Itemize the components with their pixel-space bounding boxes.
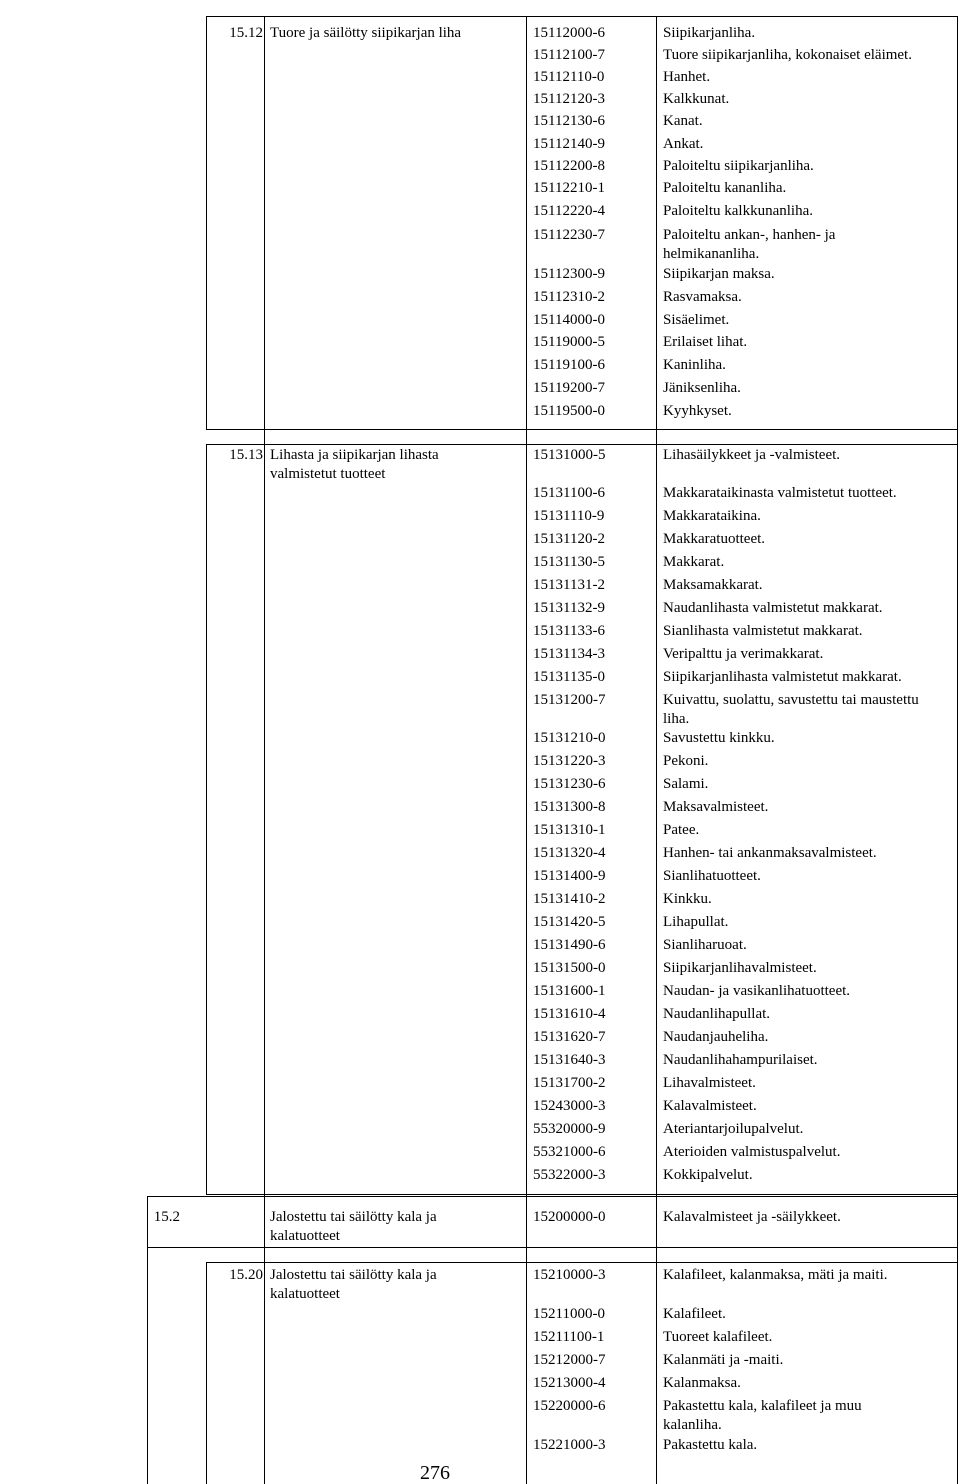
cpv-code: 15200000-0 xyxy=(533,1209,606,1225)
cpv-code: 15112210-1 xyxy=(533,180,605,196)
cpv-code: 15112120-3 xyxy=(533,91,605,107)
code-description: Kinkku. xyxy=(663,891,712,907)
cpv-code: 15131610-4 xyxy=(533,1006,606,1022)
code-description: Hanhet. xyxy=(663,69,711,85)
cpv-code: 15112300-9 xyxy=(533,266,605,282)
cpv-code: 15131320-4 xyxy=(533,845,606,861)
code-description: Kanat. xyxy=(663,113,703,129)
column-divider xyxy=(526,16,527,1484)
code-description: Kyyhkyset. xyxy=(663,403,732,419)
code-description: Kalavalmisteet. xyxy=(663,1098,757,1114)
code-description: liha. xyxy=(663,711,690,727)
right-border xyxy=(957,16,958,1484)
code-description: Paloiteltu kananliha. xyxy=(663,180,787,196)
left-border xyxy=(206,444,207,1194)
code-description: Siipikarjanlihavalmisteet. xyxy=(663,960,817,976)
code-description: Patee. xyxy=(663,822,700,838)
cpv-code: 15131310-1 xyxy=(533,822,606,838)
code-description: Erilaiset lihat. xyxy=(663,334,748,350)
code-description: Kalafileet. xyxy=(663,1306,726,1322)
code-description: Tuoreet kalafileet. xyxy=(663,1329,773,1345)
code-description: Pekoni. xyxy=(663,753,709,769)
code-description: kalanliha. xyxy=(663,1417,722,1433)
left-border xyxy=(206,16,207,429)
code-description: Lihavalmisteet. xyxy=(663,1075,756,1091)
code-description: Makkarat. xyxy=(663,554,725,570)
cpv-code: 15112000-6 xyxy=(533,25,605,41)
cpv-code: 15131420-5 xyxy=(533,914,606,930)
cpv-code: 15131000-5 xyxy=(533,447,606,463)
cpv-code: 15131131-2 xyxy=(533,577,605,593)
cpv-code: 15131110-9 xyxy=(533,508,605,524)
code-description: Savustettu kinkku. xyxy=(663,730,775,746)
cpv-code: 55322000-3 xyxy=(533,1167,606,1183)
code-description: Ankat. xyxy=(663,136,704,152)
code-description: Kalanmäti ja -maiti. xyxy=(663,1352,784,1368)
code-description: Rasvamaksa. xyxy=(663,289,742,305)
code-description: Ateriantarjoilupalvelut. xyxy=(663,1121,804,1137)
code-description: Paloiteltu siipikarjanliha. xyxy=(663,158,814,174)
cpv-code: 15119000-5 xyxy=(533,334,605,350)
cpv-code: 15119200-7 xyxy=(533,380,605,396)
cpv-code: 15212000-7 xyxy=(533,1352,606,1368)
section-title: Lihasta ja siipikarjan lihasta xyxy=(270,447,439,463)
code-description: Veripalttu ja verimakkarat. xyxy=(663,646,824,662)
code-description: Naudanjauheliha. xyxy=(663,1029,769,1045)
cpv-code: 15112230-7 xyxy=(533,227,605,243)
cpv-code: 15131133-6 xyxy=(533,623,605,639)
section-divider xyxy=(147,1196,958,1197)
code-description: Aterioiden valmistuspalvelut. xyxy=(663,1144,841,1160)
code-description: Siipikarjanlihasta valmistetut makkarat. xyxy=(663,669,902,685)
code-description: Naudanlihapullat. xyxy=(663,1006,771,1022)
code-description: Lihasäilykkeet ja -valmisteet. xyxy=(663,447,841,463)
cpv-code: 15131600-1 xyxy=(533,983,606,999)
section-number: 15.12 xyxy=(229,25,263,41)
cpv-code: 15112200-8 xyxy=(533,158,605,174)
code-description: Siipikarjan maksa. xyxy=(663,266,775,282)
cpv-code: 15131120-2 xyxy=(533,531,605,547)
code-description: Jäniksenliha. xyxy=(663,380,741,396)
code-description: Kaninliha. xyxy=(663,357,726,373)
code-description: Paloiteltu ankan-, hanhen- ja xyxy=(663,227,836,243)
cpv-code: 15131640-3 xyxy=(533,1052,606,1068)
code-description: Kokkipalvelut. xyxy=(663,1167,753,1183)
column-divider xyxy=(656,16,657,1484)
code-description: Salami. xyxy=(663,776,709,792)
section-divider xyxy=(206,1262,958,1263)
code-description: Maksamakkarat. xyxy=(663,577,763,593)
cpv-code: 15131700-2 xyxy=(533,1075,606,1091)
code-description: Sianlihasta valmistetut makkarat. xyxy=(663,623,863,639)
cpv-code: 15131100-6 xyxy=(533,485,605,501)
code-description: Kalavalmisteet ja -säilykkeet. xyxy=(663,1209,841,1225)
page-number: 276 xyxy=(420,1462,450,1484)
cpv-code: 15210000-3 xyxy=(533,1267,606,1283)
cpv-code: 15131132-9 xyxy=(533,600,605,616)
section-number: 15.20 xyxy=(229,1267,263,1283)
code-description: Naudanlihasta valmistetut makkarat. xyxy=(663,600,883,616)
code-description: Kalkkunat. xyxy=(663,91,730,107)
code-description: Makkarataikinasta valmistetut tuotteet. xyxy=(663,485,897,501)
cpv-code: 15243000-3 xyxy=(533,1098,606,1114)
code-description: Makkarataikina. xyxy=(663,508,761,524)
cpv-code: 15112310-2 xyxy=(533,289,605,305)
code-description: Tuore siipikarjanliha, kokonaiset eläimet. xyxy=(663,47,912,63)
section-title: Tuore ja säilötty siipikarjan liha xyxy=(270,25,462,41)
section-divider xyxy=(206,429,958,430)
cpv-code: 15211100-1 xyxy=(533,1329,605,1345)
cpv-code: 15131410-2 xyxy=(533,891,606,907)
cpv-code: 15211000-0 xyxy=(533,1306,605,1322)
cpv-code: 15131135-0 xyxy=(533,669,605,685)
code-description: Kuivattu, suolattu, savustettu tai maustettu xyxy=(663,692,919,708)
code-description: Sisäelimet. xyxy=(663,312,730,328)
section-title: Jalostettu tai säilötty kala ja xyxy=(270,1267,437,1283)
cpv-code: 55320000-9 xyxy=(533,1121,606,1137)
cpv-code: 15221000-3 xyxy=(533,1437,606,1453)
code-description: helmikananliha. xyxy=(663,246,760,262)
cpv-code: 15131230-6 xyxy=(533,776,606,792)
code-description: Pakastettu kala. xyxy=(663,1437,758,1453)
cpv-code: 15131220-3 xyxy=(533,753,606,769)
cpv-code: 15131400-9 xyxy=(533,868,606,884)
code-description: Sianlihatuotteet. xyxy=(663,868,761,884)
section-divider xyxy=(206,444,958,445)
code-description: Naudanlihahampurilaiset. xyxy=(663,1052,818,1068)
code-description: Pakastettu kala, kalafileet ja muu xyxy=(663,1398,862,1414)
cpv-code: 15131300-8 xyxy=(533,799,606,815)
cpv-code: 15112140-9 xyxy=(533,136,605,152)
code-description: Kalafileet, kalanmaksa, mäti ja maiti. xyxy=(663,1267,888,1283)
cpv-code: 15112130-6 xyxy=(533,113,605,129)
cpv-code: 15112100-7 xyxy=(533,47,605,63)
cpv-code: 15114000-0 xyxy=(533,312,605,328)
code-description: Kalanmaksa. xyxy=(663,1375,741,1391)
left-border xyxy=(206,1262,207,1484)
code-description: Sianliharuoat. xyxy=(663,937,747,953)
section-title: kalatuotteet xyxy=(270,1286,340,1302)
cpv-code: 15131200-7 xyxy=(533,692,606,708)
cpv-code: 15131620-7 xyxy=(533,1029,606,1045)
code-description: Maksavalmisteet. xyxy=(663,799,769,815)
cpv-code: 15213000-4 xyxy=(533,1375,606,1391)
cpv-code: 15131210-0 xyxy=(533,730,606,746)
section-number: 15.2 xyxy=(153,1209,180,1225)
section-title: Jalostettu tai säilötty kala ja xyxy=(270,1209,437,1225)
cpv-code: 15119500-0 xyxy=(533,403,605,419)
cpv-code: 15112110-0 xyxy=(533,69,605,85)
section-title: valmistetut tuotteet xyxy=(270,466,386,482)
section-title: kalatuotteet xyxy=(270,1228,340,1244)
cpv-code: 15131134-3 xyxy=(533,646,605,662)
cpv-code: 15131130-5 xyxy=(533,554,605,570)
code-description: Lihapullat. xyxy=(663,914,729,930)
cpv-code: 15131500-0 xyxy=(533,960,606,976)
section-divider xyxy=(206,1194,958,1195)
section-number: 15.13 xyxy=(229,447,263,463)
column-divider xyxy=(264,16,265,1484)
cpv-code: 15220000-6 xyxy=(533,1398,606,1414)
top-border xyxy=(206,16,958,17)
code-description: Hanhen- tai ankanmaksavalmisteet. xyxy=(663,845,877,861)
cpv-code: 15131490-6 xyxy=(533,937,606,953)
left-border xyxy=(147,1196,148,1484)
code-description: Makkaratuotteet. xyxy=(663,531,766,547)
code-description: Paloiteltu kalkkunanliha. xyxy=(663,203,813,219)
cpv-code: 15119100-6 xyxy=(533,357,605,373)
cpv-code: 55321000-6 xyxy=(533,1144,606,1160)
cpv-code: 15112220-4 xyxy=(533,203,605,219)
section-divider xyxy=(147,1247,958,1248)
code-description: Naudan- ja vasikanlihatuotteet. xyxy=(663,983,851,999)
code-description: Siipikarjanliha. xyxy=(663,25,756,41)
